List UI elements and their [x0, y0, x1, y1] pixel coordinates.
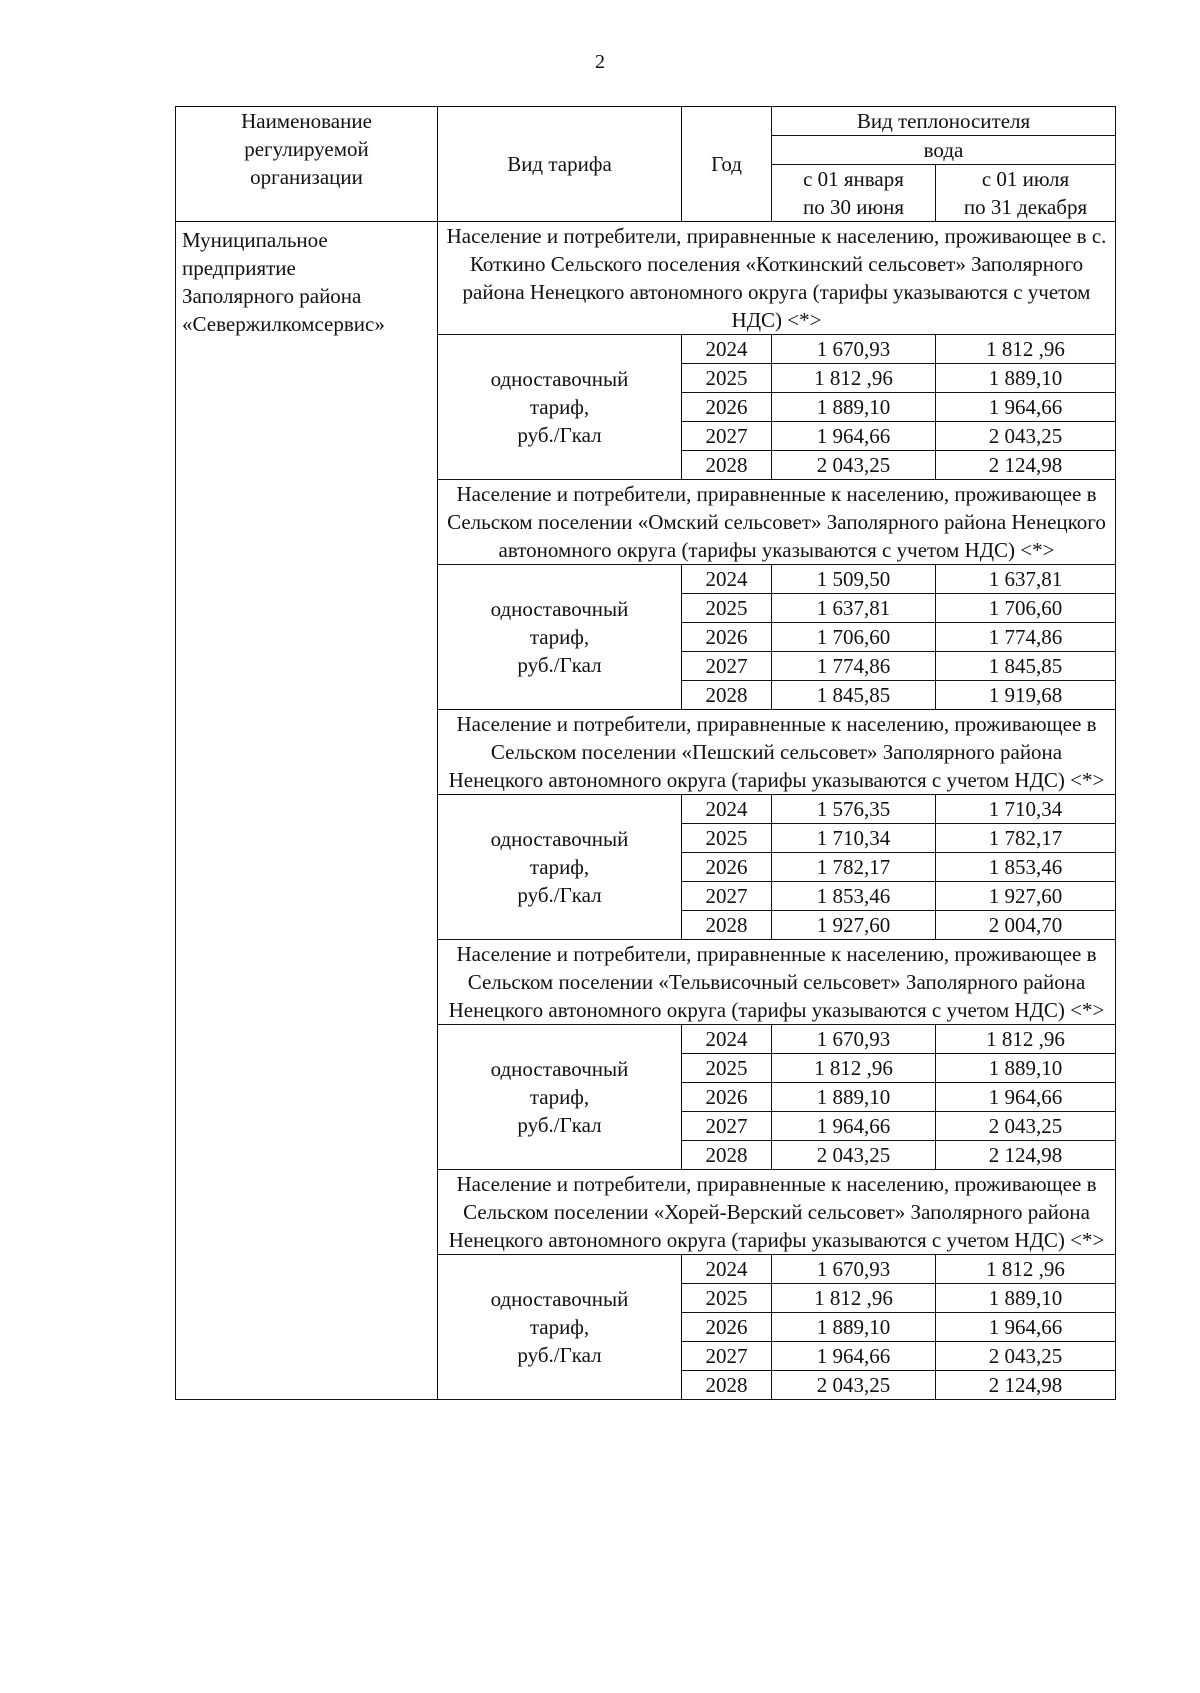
tariff-table-body	[176, 107, 1116, 1400]
consumer-group-title: Население и потребители, приравненные к населению, проживающее в Сельском поселении «Пешский сельсовет» Заполярного района Ненецкого автономного округа (тарифы указываются с учетом НДС) <*>	[438, 710, 1116, 795]
year-cell: 2026	[682, 1313, 772, 1342]
tariff-second-half-cell: 2 043,25	[936, 1112, 1116, 1141]
tariff-first-half-cell: 1 812 ,96	[772, 1284, 936, 1313]
tariff-second-half-cell: 1 812 ,96	[936, 335, 1116, 364]
tariff-second-half-cell: 1 637,81	[936, 565, 1116, 594]
year-cell: 2024	[682, 1025, 772, 1054]
tariff-second-half-cell: 1 964,66	[936, 1313, 1116, 1342]
header-year: Год	[682, 107, 772, 222]
year-cell: 2025	[682, 1054, 772, 1083]
year-cell: 2026	[682, 853, 772, 882]
tariff-second-half-cell: 1 782,17	[936, 824, 1116, 853]
tariff-second-half-cell: 1 710,34	[936, 795, 1116, 824]
year-cell: 2024	[682, 565, 772, 594]
header-tariff-type: Вид тарифа	[438, 107, 682, 222]
tariff-second-half-cell: 2 043,25	[936, 422, 1116, 451]
year-cell: 2025	[682, 364, 772, 393]
year-cell: 2025	[682, 594, 772, 623]
header-carrier-kind: Вид теплоносителя	[772, 107, 1116, 136]
tariff-second-half-cell: 1 964,66	[936, 393, 1116, 422]
tariff-first-half-cell: 1 782,17	[772, 853, 936, 882]
tariff-first-half-cell: 1 670,93	[772, 1025, 936, 1054]
tariff-type: одноставочный тариф, руб./Гкал	[438, 335, 682, 480]
year-cell: 2028	[682, 1141, 772, 1170]
tariff-second-half-cell: 1 964,66	[936, 1083, 1116, 1112]
header-org-name: Наименование регулируемой организации	[176, 107, 438, 222]
tariff-second-half-cell: 1 845,85	[936, 652, 1116, 681]
tariff-first-half-cell: 1 964,66	[772, 422, 936, 451]
consumer-group-title: Население и потребители, приравненные к населению, проживающее в Сельском поселении «Тельвисочный сельсовет» Заполярного района Ненецкого автономного округа (тарифы указываются с учетом НДС) <*>	[438, 940, 1116, 1025]
year-cell: 2026	[682, 1083, 772, 1112]
year-cell: 2027	[682, 1112, 772, 1141]
tariff-first-half-cell: 2 043,25	[772, 1371, 936, 1400]
tariff-first-half-cell: 1 889,10	[772, 393, 936, 422]
tariff-first-half-cell: 1 509,50	[772, 565, 936, 594]
consumer-group-title: Население и потребители, приравненные к населению, проживающее в Сельском поселении «Омский сельсовет» Заполярного района Ненецкого автономного округа (тарифы указываются с учетом НДС) <*>	[438, 480, 1116, 565]
tariff-second-half-cell: 2 124,98	[936, 1371, 1116, 1400]
tariff-second-half-cell: 1 889,10	[936, 1054, 1116, 1083]
tariff-second-half-cell: 1 812 ,96	[936, 1255, 1116, 1284]
year-cell: 2024	[682, 335, 772, 364]
tariff-first-half-cell: 1 964,66	[772, 1112, 936, 1141]
year-cell: 2025	[682, 1284, 772, 1313]
tariff-first-half-cell: 1 927,60	[772, 911, 936, 940]
tariff-second-half-cell: 2 004,70	[936, 911, 1116, 940]
tariff-second-half-cell: 1 774,86	[936, 623, 1116, 652]
tariff-first-half-cell: 1 812 ,96	[772, 1054, 936, 1083]
consumer-group-title: Население и потребители, приравненные к населению, проживающее в Сельском поселении «Хорей-Верский сельсовет» Заполярного района Ненецкого автономного округа (тарифы указываются с учетом НДС) <*>	[438, 1170, 1116, 1255]
tariff-first-half-cell: 1 706,60	[772, 623, 936, 652]
tariff-second-half-cell: 2 124,98	[936, 451, 1116, 480]
consumer-group-title: Население и потребители, приравненные к населению, проживающее в с. Коткино Сельского поселения «Коткинский сельсовет» Заполярного района Ненецкого автономного округа (тарифы указываются с учетом НДС) <*>	[438, 222, 1116, 335]
header-period-first-half: с 01 января по 30 июня	[772, 165, 936, 222]
tariff-first-half-cell: 2 043,25	[772, 451, 936, 480]
year-cell: 2028	[682, 451, 772, 480]
tariff-type: одноставочный тариф, руб./Гкал	[438, 1255, 682, 1400]
tariff-first-half-cell: 1 670,93	[772, 335, 936, 364]
year-cell: 2024	[682, 1255, 772, 1284]
tariff-type: одноставочный тариф, руб./Гкал	[438, 565, 682, 710]
header-row-1	[176, 107, 1116, 136]
year-cell: 2027	[682, 422, 772, 451]
year-cell: 2027	[682, 652, 772, 681]
year-cell: 2026	[682, 393, 772, 422]
tariff-type: одноставочный тариф, руб./Гкал	[438, 1025, 682, 1170]
tariff-second-half-cell: 1 919,68	[936, 681, 1116, 710]
tariff-first-half-cell: 1 889,10	[772, 1313, 936, 1342]
tariff-first-half-cell: 1 964,66	[772, 1342, 936, 1371]
tariff-second-half-cell: 2 124,98	[936, 1141, 1116, 1170]
year-cell: 2027	[682, 882, 772, 911]
tariff-first-half-cell: 1 576,35	[772, 795, 936, 824]
tariff-second-half-cell: 1 889,10	[936, 1284, 1116, 1313]
organization-name: Муниципальное предприятие Заполярного района «Севержилкомсервис»	[176, 222, 438, 1400]
group-title-row	[176, 222, 1116, 335]
header-carrier-type: вода	[772, 136, 1116, 165]
tariff-first-half-cell: 1 845,85	[772, 681, 936, 710]
tariff-second-half-cell: 2 043,25	[936, 1342, 1116, 1371]
tariff-first-half-cell: 1 637,81	[772, 594, 936, 623]
tariff-second-half-cell: 1 812 ,96	[936, 1025, 1116, 1054]
year-cell: 2027	[682, 1342, 772, 1371]
tariff-first-half-cell: 1 889,10	[772, 1083, 936, 1112]
year-cell: 2028	[682, 911, 772, 940]
tariff-second-half-cell: 1 853,46	[936, 853, 1116, 882]
tariff-first-half-cell: 1 774,86	[772, 652, 936, 681]
tariff-first-half-cell: 1 670,93	[772, 1255, 936, 1284]
tariff-first-half-cell: 1 853,46	[772, 882, 936, 911]
tariff-second-half-cell: 1 706,60	[936, 594, 1116, 623]
year-cell: 2028	[682, 681, 772, 710]
year-cell: 2024	[682, 795, 772, 824]
tariff-type: одноставочный тариф, руб./Гкал	[438, 795, 682, 940]
tariff-first-half-cell: 2 043,25	[772, 1141, 936, 1170]
tariff-first-half-cell: 1 812 ,96	[772, 364, 936, 393]
header-period-second-half: с 01 июля по 31 декабря	[936, 165, 1116, 222]
tariff-second-half-cell: 1 927,60	[936, 882, 1116, 911]
year-cell: 2025	[682, 824, 772, 853]
tariff-table	[175, 106, 1116, 1400]
year-cell: 2028	[682, 1371, 772, 1400]
year-cell: 2026	[682, 623, 772, 652]
tariff-second-half-cell: 1 889,10	[936, 364, 1116, 393]
page-number: 2	[595, 51, 605, 73]
tariff-first-half-cell: 1 710,34	[772, 824, 936, 853]
